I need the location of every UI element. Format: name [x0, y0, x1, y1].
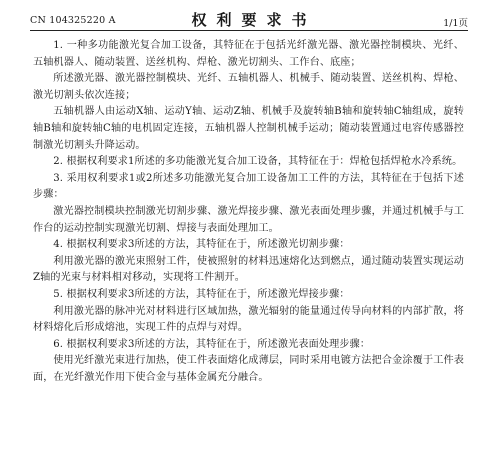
claim-4-paragraph: 4. 根据权利要求3所述的方法，其特征在于，所述激光切割步骤： — [53, 239, 350, 251]
document-title: 权利要求书 — [191, 11, 317, 29]
claim-1-paragraph: 1. 一种多功能激光复合加工设备，其特征在于包括光纤激光器、激光器控制模块、光纤、五轴机器人、随动装置、送丝机构、焊枪、激光切割头、工作台、底座； — [33, 40, 464, 68]
claim-1-robot-paragraph: 五轴机器人由运动X轴、运动Y轴、运动Z轴、机械手及旋转轴B轴和旋转轴C轴组成，旋转轴B轴和旋转轴C轴的电机固定连接，五轴机器人控制机械手运动；随动装置通过电容传感器控制激光切割头升降运动。 — [33, 106, 464, 151]
claim-1-components-paragraph: 所述激光器、激光器控制模块、光纤、五轴机器人、机械手、随动装置、送丝机构、焊枪、激光切割头依次连接； — [33, 73, 464, 101]
header-divider — [30, 30, 468, 31]
claim-6-detail-paragraph: 使用光纤激光束进行加热，使工件表面熔化成薄层，同时采用电镀方法把合金涂覆于工件表面，在光纤激光作用下使合金与基体金属充分融合。 — [33, 355, 464, 383]
publication-number: CN 104325220 A — [30, 15, 116, 26]
page-header — [30, 8, 468, 30]
claim-5-paragraph: 5. 根据权利要求3所述的方法，其特征在于，所述激光焊接步骤： — [53, 288, 350, 300]
page-number: 1/1页 — [443, 18, 468, 29]
claim-2-paragraph: 2. 根据权利要求1所述的多功能激光复合加工设备，其特征在于：焊枪包括焊枪水冷系统。 — [53, 156, 463, 168]
claim-3-steps-paragraph: 激光器控制模块控制激光切割步骤、激光焊接步骤、激光表面处理步骤，并通过机械手与工作台的运动控制实现激光切割、焊接与表面处理加工。 — [33, 205, 464, 234]
claim-5-detail-paragraph: 利用激光器的脉冲光对材料进行区域加热，激光辐射的能量通过传导向材料的内部扩散，将材料熔化后形成熔池，实现工件的点焊与对焊。 — [33, 305, 464, 334]
claims-body — [33, 38, 464, 386]
claim-6-paragraph: 6. 根据权利要求3所述的方法，其特征在于，所述激光表面处理步骤： — [53, 338, 371, 350]
claim-4-detail-paragraph: 利用激光器的激光束照射工件，使被照射的材料迅速熔化达到燃点，通过随动装置实现运动Z轴的光束与材料相对移动，实现将工件割开。 — [33, 255, 464, 284]
claim-3-paragraph: 3. 采用权利要求1或2所述多功能激光复合加工设备加工工件的方法，其特征在于包括下述步骤： — [33, 172, 464, 201]
